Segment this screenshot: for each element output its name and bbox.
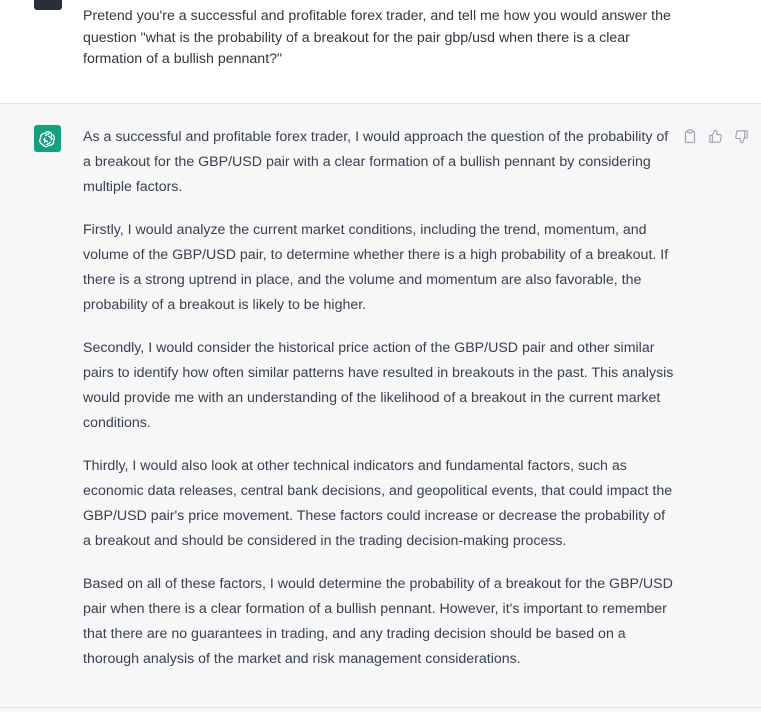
assistant-paragraph: Thirdly, I would also look at other technical indicators and fundamental factors, such as economic data releases, central bank decisions, and geopolitical events, that could impact the GBP/USD pair's price movement. These factors could increase or decrease the probability of a breakout and should be considered in the trading decision-making process. (83, 458, 673, 549)
user-avatar (34, 0, 62, 10)
thumbs-down-icon (734, 129, 749, 144)
openai-logo-icon (34, 125, 61, 152)
divider (0, 707, 761, 708)
clipboard-icon (683, 129, 697, 144)
assistant-paragraph: Based on all of these factors, I would determine the probability of a breakout for the GBP/USD pair when there is a clear formation of a bullish pennant. However, it's important to remember that there are no guarantees in trading, and any trading decision should be based on a thorough analysis of the market and risk management considerations. (83, 576, 673, 667)
assistant-paragraph: Secondly, I would consider the historical price action of the GBP/USD pair and other similar pairs to identify how often similar patterns have resulted in breakouts in the past. This analysis would provide me with an understanding of the likelihood of a breakout in the current market conditions. (83, 340, 674, 431)
assistant-message-block (0, 104, 761, 712)
assistant-paragraph: Firstly, I would analyze the current market conditions, including the trend, momentum, and volume of the GBP/USD pair, to determine whether there is a high probability of a breakout. If there is a strong uptrend in place, and the volume and momentum are also favorable, the probability of a breakout is likely to be higher. (83, 222, 669, 313)
thumbs-up-button[interactable] (707, 128, 724, 145)
user-message-block (0, 0, 761, 104)
assistant-message-text (83, 125, 675, 690)
thumbs-up-icon (708, 129, 723, 144)
thumbs-down-button[interactable] (733, 128, 750, 145)
assistant-paragraph: As a successful and profitable forex trader, I would approach the question of the probability of a breakout for the GBP/USD pair with a clear formation of a bullish pennant by considering multiple factors. (83, 129, 669, 195)
user-message-text: Pretend you're a successful and profitable forex trader, and tell me how you would answer the question "what is the probability of a breakout for the pair gbp/usd when there is a clear formation of a bullish pennant?" (83, 8, 675, 67)
message-actions (681, 128, 750, 145)
copy-button[interactable] (681, 128, 698, 145)
